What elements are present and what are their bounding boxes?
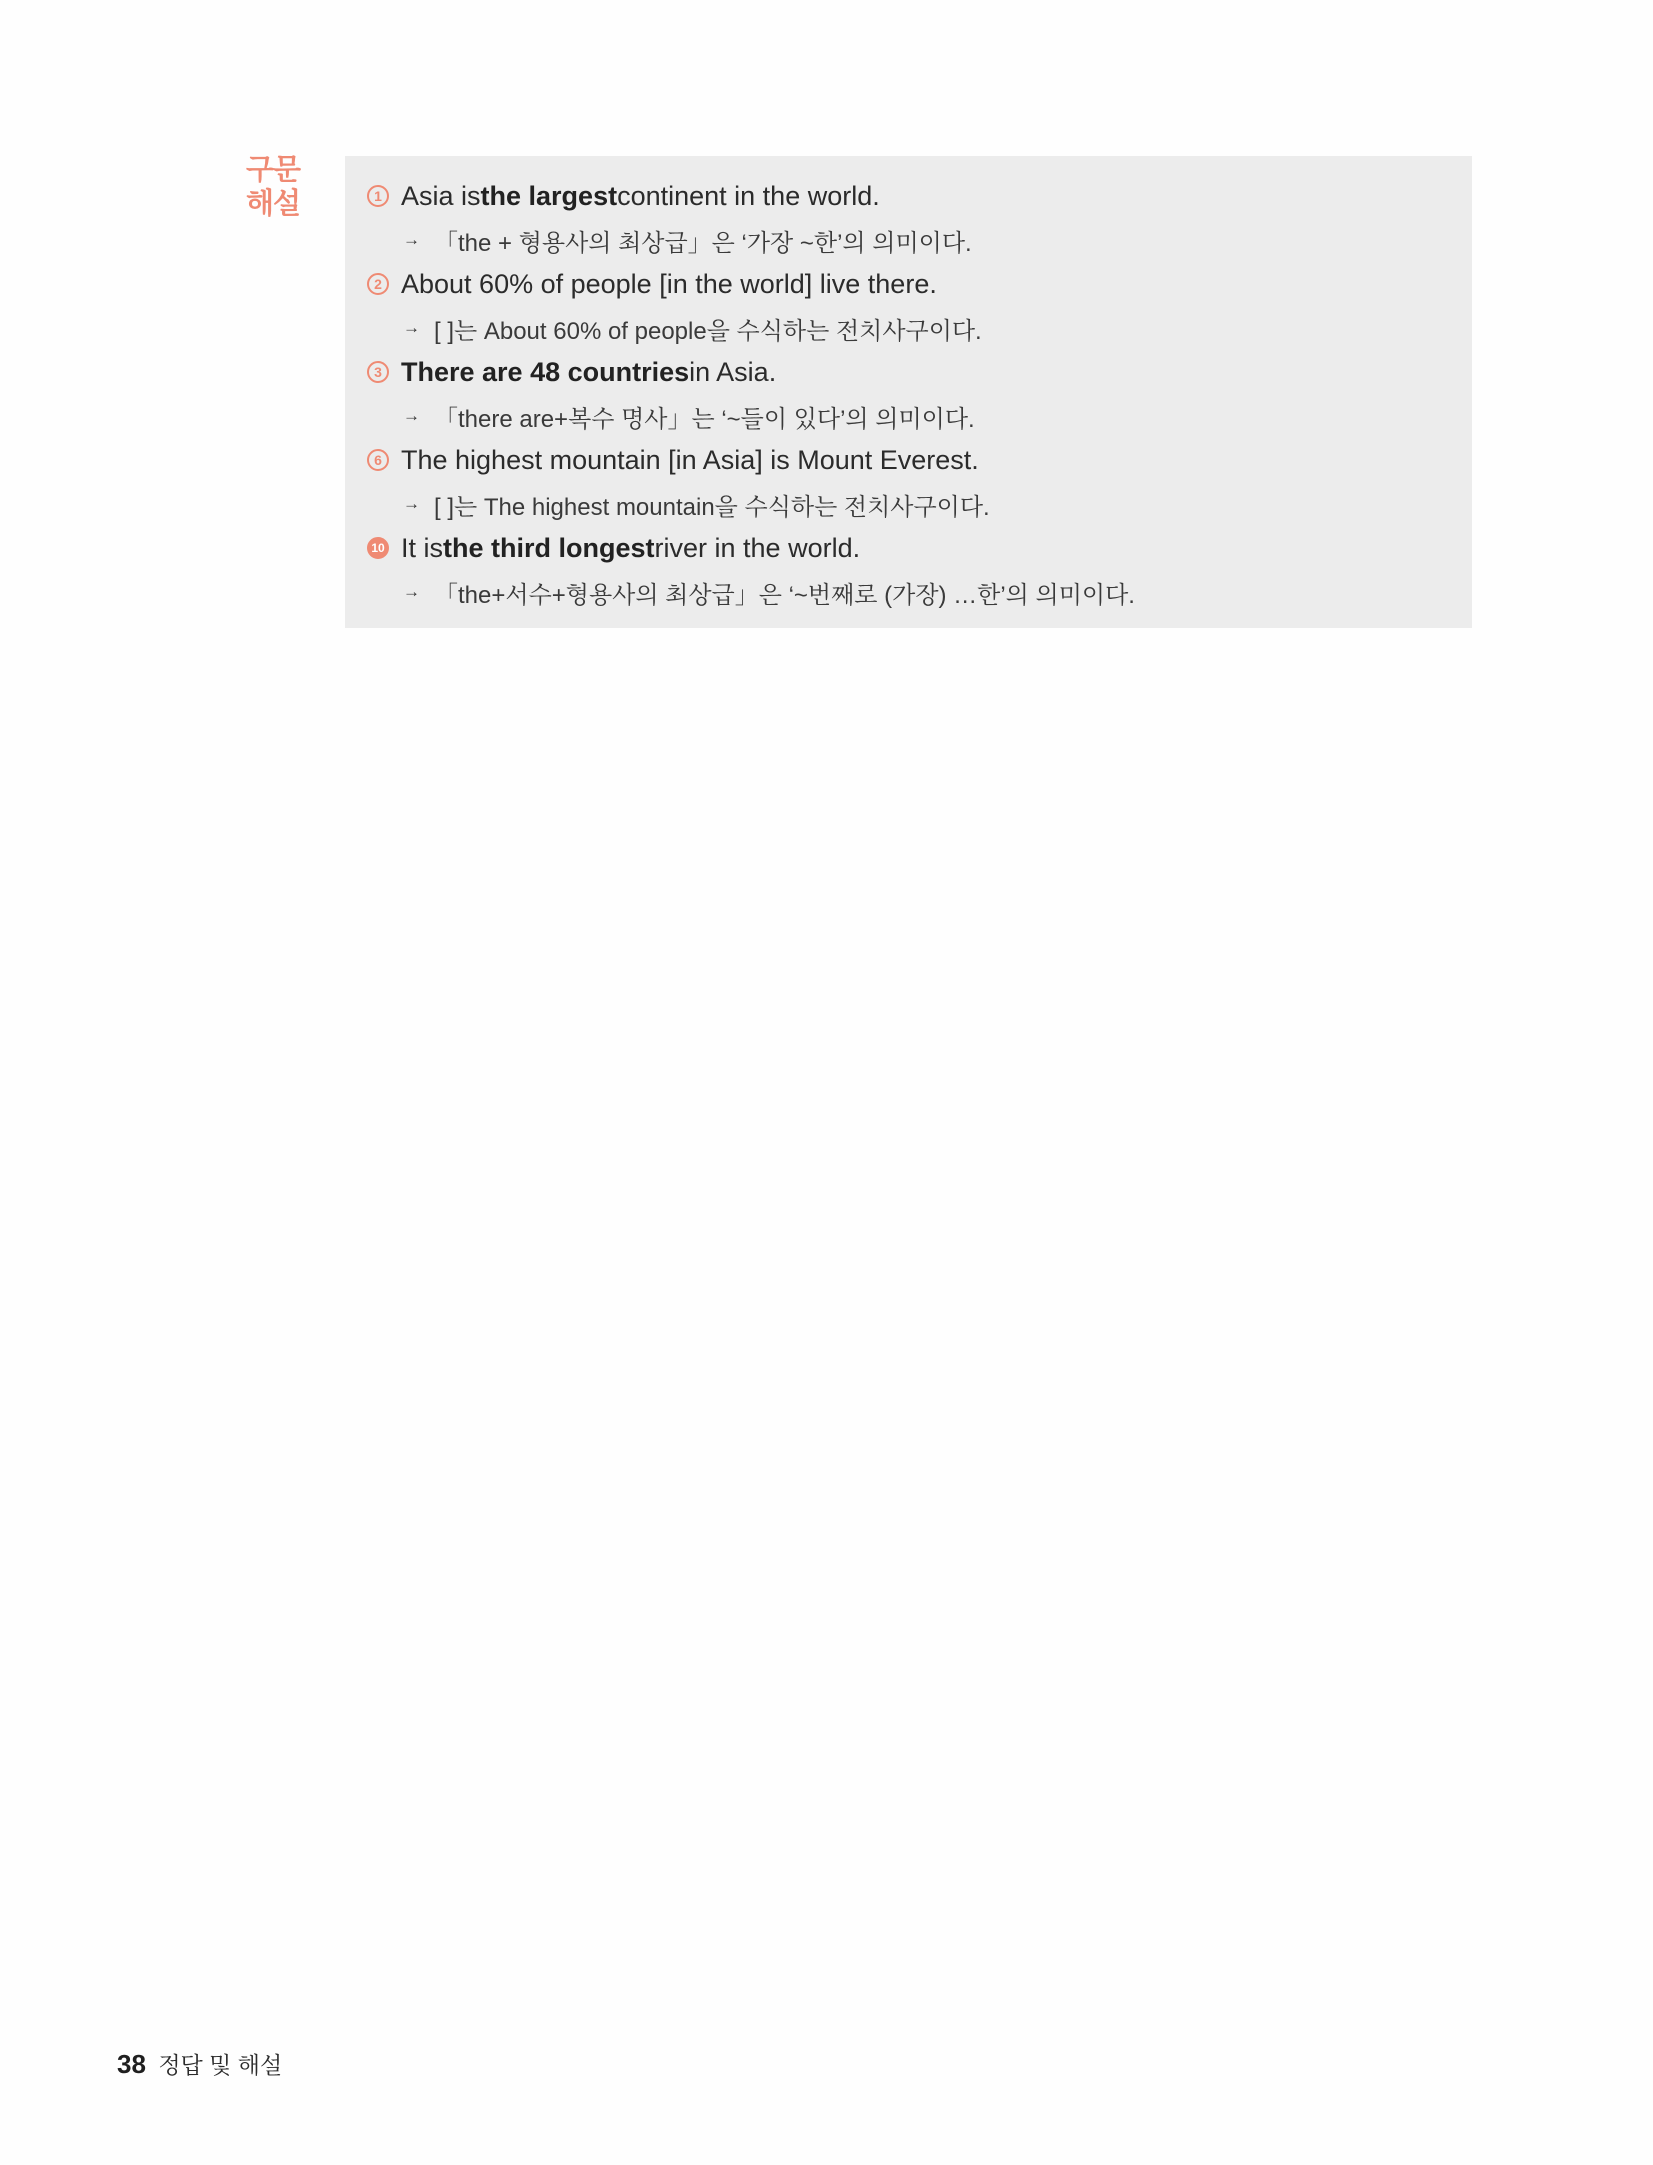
explanation-item (367, 526, 1472, 614)
example-sentence (367, 350, 1472, 394)
item-number-badge: 10 (367, 537, 389, 559)
example-sentence (367, 262, 1472, 306)
explanation-item (367, 350, 1472, 438)
sentence-part-bold: There are 48 countries (401, 356, 690, 387)
sentence-part: The highest mountain [in Asia] is Mount Everest. (401, 444, 979, 475)
example-sentence (367, 526, 1472, 570)
sentence-part: river in the world. (654, 532, 861, 563)
arrow-icon: → (403, 230, 420, 249)
section-label-line1: 구문 (246, 152, 301, 186)
explanation-item (367, 174, 1472, 262)
sentence-part: continent in the world. (617, 180, 880, 211)
section-label-line2: 해설 (246, 186, 301, 220)
example-sentence (367, 174, 1472, 218)
arrow-icon: → (403, 582, 420, 601)
arrow-icon: → (403, 318, 420, 337)
grammar-explanation-box (345, 156, 1472, 628)
explanation-note (367, 306, 1472, 350)
note-text: 「there are+복수 명사」는 ‘~들이 있다’의 의미이다. (434, 405, 975, 433)
note-text: [ ]는 About 60% of people을 수식하는 전치사구이다. (434, 317, 982, 345)
explanation-note (367, 218, 1472, 262)
item-number-badge: 2 (367, 273, 389, 295)
page-number: 38 (117, 2049, 146, 2079)
section-label (246, 152, 306, 220)
item-number-badge: 3 (367, 361, 389, 383)
note-text: [ ]는 The highest mountain을 수식하는 전치사구이다. (434, 493, 990, 521)
explanation-item (367, 438, 1472, 526)
explanation-note (367, 570, 1472, 614)
arrow-icon: → (403, 494, 420, 513)
explanation-note (367, 394, 1472, 438)
sentence-part-bold: the largest (480, 180, 618, 211)
sentence-part: It is (401, 532, 444, 563)
item-number-badge: 1 (367, 185, 389, 207)
sentence-part: About 60% of people [in the world] live there. (401, 268, 937, 299)
explanation-item (367, 262, 1472, 350)
page-footer (117, 2047, 282, 2080)
sentence-part: in Asia. (689, 356, 777, 387)
section-title: 정답 및 해설 (158, 2052, 283, 2078)
item-number-badge: 6 (367, 449, 389, 471)
note-text: 「the+서수+형용사의 최상급」은 ‘~번째로 (가장) …한’의 의미이다. (434, 581, 1135, 609)
explanation-note (367, 482, 1472, 526)
sentence-part: Asia is (401, 180, 481, 211)
example-sentence (367, 438, 1472, 482)
note-text: 「the + 형용사의 최상급」은 ‘가장 ~한’의 의미이다. (434, 229, 972, 257)
arrow-icon: → (403, 406, 420, 425)
sentence-part-bold: the third longest (443, 532, 655, 563)
